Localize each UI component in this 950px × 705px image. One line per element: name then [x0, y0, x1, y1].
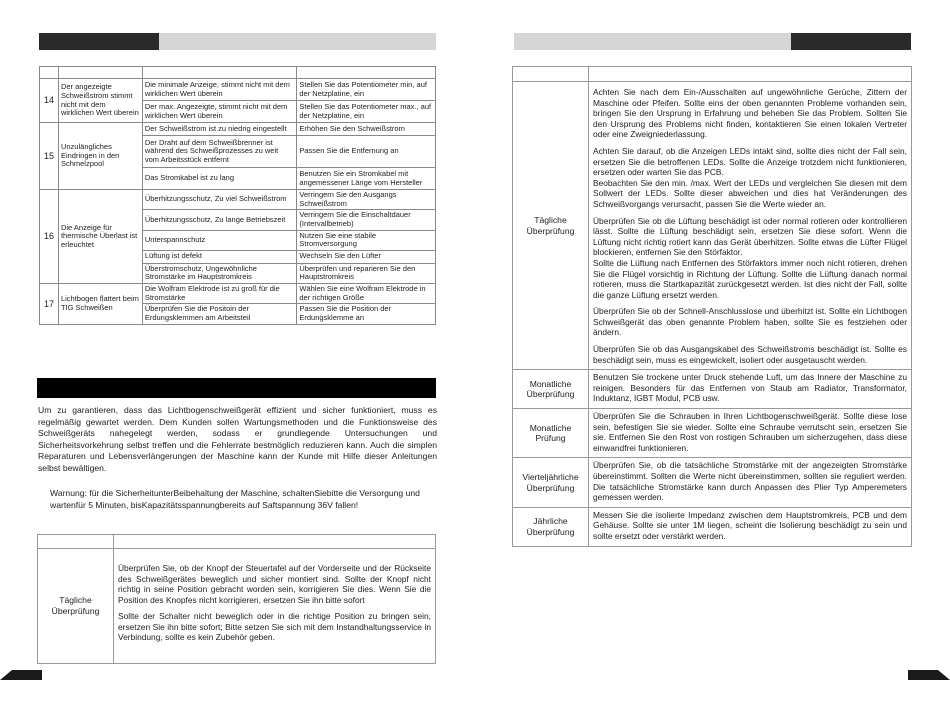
intro-paragraph: Um zu garantieren, dass das Lichtbogenschweißgerät effizient und sicher funktioniert, muss es regelmäßig gewartet werden. Dem Kunden sollen Wartungsmethoden und die Funktionsweise des Schweißgeräts nahegelegt werden, sodass er grundlegende Untersuchungen und Sicherheitsvorkehrung selbst treffen und die Fehlerrate bestmöglich reduzieren kann. Auch die simplen Reparaturen und Lebensverlängerungen der Maschine kann der Kunde mit Hilfe dieser Anleitungen selbst bewältigen.	[38, 405, 437, 473]
interval-label: Vierteljährliche Überprüfung	[513, 458, 589, 507]
page-corner-mark	[0, 667, 42, 677]
interval-label: Tägliche Überprüfung	[38, 549, 114, 664]
cause-cell: Überprüfen Sie die Positoin der Erdungsklemmen am Arbeitsteil	[142, 304, 297, 324]
troubleshooting-table	[39, 66, 436, 325]
cause-cell: Der max. Angezeigte, stimmt nicht mit dem wirklichen Wert überein	[142, 101, 297, 123]
solution-cell: Nutzen Sie eine stabile Stromversorgung	[297, 230, 436, 250]
table-header-row	[40, 67, 436, 79]
check-item: Benutzen Sie trockene unter Druck stehende Luft, um das Innere der Maschine zu reinigen. Besonders für das Entfernen von Staub am Radiator, Transformator, Induktanz, IGBT Modul, PCB usw.	[593, 372, 907, 404]
check-item: Sollte die Lüftung nach Entfernen des Störfaktors immer noch nicht rotieren, drehen Sie die Flügel vorsichtig in Richtung der Lüftung. Sollte die Lüftung danach normal rotieren, muss die Startkapazität zurückgesetzt werden. Ist dies nicht der Fall, sollte die ganze Lüftung ersetzt werden.	[593, 257, 907, 300]
check-item: Achten Sie darauf, ob die Anzeigen LEDs intakt sind, sollte dies nicht der Fall sein, ersetzen Sie die betroffenen LEDs. Sollte die Anzeige trotzdem nicht funktionieren, ersetzen oder warten Sie das PCB.	[593, 145, 907, 178]
header-bar-dark	[791, 33, 911, 50]
table-row	[38, 549, 436, 664]
check-item: Überprüfen Sie ob das Ausgangskabel des Schweißstroms beschädigt ist. Sollte es beschädigt sein, muss es eingewickelt, isoliert oder ausgetauscht werden.	[593, 344, 907, 365]
table-row	[513, 370, 912, 409]
cause-cell: Unterspannschutz	[142, 230, 297, 250]
table-header-row	[513, 67, 912, 82]
solution-cell: Verringern Sie die Einschaltdauer (Intervallbetrieb)	[297, 210, 436, 230]
warning-text: Warnung: für die SicherheitunterBeibehaltung der Maschine, schaltenSiebitte die Versorgung und wartenfür 5 Minuten, bisKapazitätsspannungbereits auf Saftspannung 36V fallen!	[50, 488, 420, 510]
maintenance-section-bar	[37, 378, 436, 398]
table-header-row	[38, 535, 436, 549]
solution-cell: Wechseln Sie den Lüfter	[297, 250, 436, 263]
check-item: Überprüfen Sie ob die Lüftung beschädigt ist oder normal rotieren oder kontrollieren lässt. Sollte die Lüftung beschädigt sein, ersetzen Sie diese sofort. Wenn die Lüftung nicht richtig rotiert kann das Gerät überhitzen. Sollte etwas die Lüfter Flügel blockieren, entfernen Sie den Störfaktor.	[593, 215, 907, 258]
header-bar-dark	[39, 33, 159, 50]
solution-cell: Benutzen Sie ein Stromkabel mit angemessener Länge vom Hersteller	[297, 168, 436, 190]
check-item: Überprüfen Sie, ob die tatsächliche Stromstärke mit der angezeigten Stromstärke übereinstimmt. Sollten die Werte nicht übereinstimmen, sollten sie reguliert werden. Die tatsächliche Stromstärke kann durch Anpassen des Plier Typ Amperemeters gemessen werden.	[593, 460, 907, 503]
solution-cell: Passen Sie die Position der Erdungsklemme an	[297, 304, 436, 324]
interval-label: Monatliche Überprüfung	[513, 370, 589, 409]
problem-cell: Der angezeigte Schweißstrom stimmt nicht mit dem wirklichen Wert überein	[58, 79, 142, 123]
table-row	[513, 409, 912, 458]
check-item: Messen Sie die isolierte Impedanz zwischen dem Hauptstromkreis, PCB und dem Gehäuse. Sollte sie unter 1M liegen, scheint die Isolierung beschädigt zu sein und sollte ersetzt oder verstärkt werden.	[593, 509, 907, 541]
solution-cell: Stellen Sie das Potentiometer min, auf der Netzplatine, ein	[297, 79, 436, 101]
table-row	[40, 190, 436, 210]
interval-label: Jährliche Überprüfung	[513, 507, 589, 546]
solution-cell: Passen Sie die Entfernung an	[297, 136, 436, 168]
row-number: 15	[40, 123, 59, 190]
cause-cell: Überhitzungsschutz, Zu viel Schweißstrom	[142, 190, 297, 210]
problem-cell: Lichtbogen flattert beim TIG Schweißen	[58, 284, 142, 325]
row-number: 14	[40, 79, 59, 123]
page-corner-mark	[908, 667, 950, 677]
left-maintenance-table	[37, 534, 436, 664]
cause-cell: Überstromschutz, Ungewöhnliche Stromstärke im Hauptstromkreis	[142, 263, 297, 283]
table-row	[513, 507, 912, 546]
check-item: Sollte der Schalter nicht beweglich oder in die richtige Position zu bringen sein, ersetzen Sie ihn bitte sofort; Bitte setzen Sie sich mit dem Instandhaltungsservice in Verbindung, sollte es kein Zubehör geben.	[118, 611, 431, 643]
cause-cell: Die Wolfram Elektrode ist zu groß für die Stromstärke	[142, 284, 297, 304]
table-row	[40, 123, 436, 136]
interval-label: Monatliche Prüfung	[513, 409, 589, 458]
check-item: Achten Sie nach dem Ein-/Ausschalten auf ungewöhnliche Gerüche, Zittern der Maschine oder Pfeifen. Sollte eins der oben genannten Probleme vorhanden sein, bringen Sie den Ursprung in Erfahrung und beheben Sie das Problem. Sollten Sie den Ursprung des Problems nicht finden, kontaktieren Sie einen lokalen Vertreter oder eine Zweigniederlassung.	[593, 87, 907, 140]
table-row	[513, 82, 912, 370]
table-row	[40, 284, 436, 304]
header-bar-light	[514, 33, 791, 50]
interval-label: Tägliche Überprüfung	[513, 82, 589, 370]
check-description	[589, 370, 912, 409]
solution-cell: Verringern Sie den Ausgangs Schweißstrom	[297, 190, 436, 210]
solution-cell: Wählen Sie eine Wolfram Elektrode in der richtigen Größe	[297, 284, 436, 304]
check-description	[114, 549, 436, 664]
check-description	[589, 507, 912, 546]
cause-cell: Lüftung ist defekt	[142, 250, 297, 263]
check-description	[589, 458, 912, 507]
check-item: Beobachten Sie den min. /max. Wert der LEDs und vergleichen Sie diesen mit dem Sollwert der LEDs. Sollte dieser abweichen und dies hat Veränderungen des Schweißvorgangs verursacht, passen Sie die Werte wieder an.	[593, 177, 907, 209]
cause-cell: Überhitzungsschutz, Zu lange Betriebszeit	[142, 210, 297, 230]
cause-cell: Der Draht auf dem Schweißbrenner ist während des Schweißprozesses zu weit vom Arbeitsstück entfernt	[142, 136, 297, 168]
table-row	[40, 79, 436, 101]
solution-cell: Stellen Sie das Potentiometer max., auf der Netzplatine, ein	[297, 101, 436, 123]
row-number: 16	[40, 190, 59, 284]
right-page	[475, 0, 950, 705]
problem-cell: Die Anzeige für thermische Überlast ist erleuchtet	[58, 190, 142, 284]
check-description	[589, 82, 912, 370]
problem-cell: Unzulängliches Eindringen in den Schmelzpool	[58, 123, 142, 190]
check-item: Überprüfen Sie, ob der Knopf der Steuertafel auf der Vorderseite und der Rückseite des Schweißgerätes beweglich und sicher montiert sind. Sollte der Knopf nicht richtig in seine Position gebracht worden sein, korrigieren Sie dies. Wenn Sie die Position des Knopfes nicht korrigieren, ersetzen Sie ihn bitte sofort	[118, 562, 431, 605]
solution-cell: Überprüfen und reparieren Sie den Hauptstromkreis	[297, 263, 436, 283]
table-row	[513, 458, 912, 507]
cause-cell: Die minimale Anzeige, stimmt nicht mit dem wirklichen Wert überein	[142, 79, 297, 101]
header-bar-light	[159, 33, 436, 50]
check-description	[589, 409, 912, 458]
row-number: 17	[40, 284, 59, 325]
cause-cell: Das Stromkabel ist zu lang	[142, 168, 297, 190]
check-item: Überprüfen Sie die Schrauben in Ihren Lichtbogenschweißgerät. Sollte diese lose sein, befestigen Sie sie wieder. Sollte eine Schraube verrutscht sein, ersetzen Sie sie. Entfernen Sie den Rost von rostigen Schrauben um sicherzugehen, dass diese einwandfrei funktionieren.	[593, 411, 907, 453]
cause-cell: Der Schweißstrom ist zu niedrig eingestellt	[142, 123, 297, 136]
check-item: Überprüfen Sie ob der Schnell-Anschlusslose und überhitzt ist. Sollte ein Lichtbogen Schweißgerät das oben genannte Problem haben, sollte Sie es festziehen oder ändern.	[593, 306, 907, 338]
solution-cell: Erhöhen Sie den Schweißstrom	[297, 123, 436, 136]
right-maintenance-table	[512, 66, 912, 547]
